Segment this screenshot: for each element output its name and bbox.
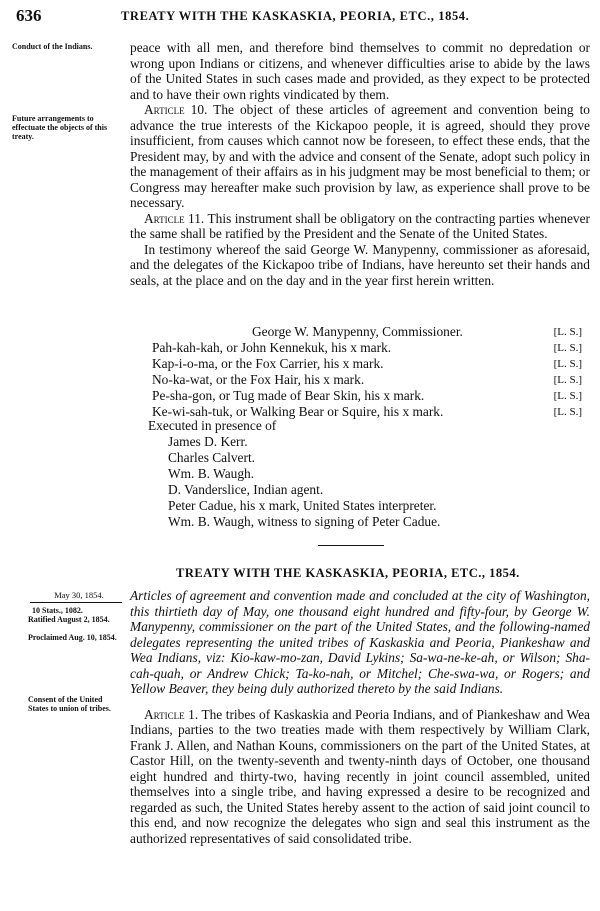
article-11 xyxy=(130,211,590,242)
margin-note-future: Future arrangements to effectuate the objects of this treaty. xyxy=(12,114,108,141)
article-10 xyxy=(130,102,590,211)
seal-mark: [L. S.] xyxy=(553,342,582,354)
signer-name: George W. Manypenny, Commissioner. xyxy=(252,324,463,339)
margin-note-conduct: Conduct of the Indians. xyxy=(12,42,93,51)
witness-name: Charles Calvert. xyxy=(168,450,256,465)
running-title: TREATY WITH THE KASKASKIA, PEORIA, ETC., 1854. xyxy=(121,9,470,23)
testimony-paragraph: In testimony whereof the said George W. Manypenny, commissioner as aforesaid, and the delegates of the Kickapoo tribe of Indians, have hereunto set their hands and seals, at the place and on the day and in the year first herein written. xyxy=(130,241,590,288)
treaty-body-top xyxy=(130,40,590,288)
article-1 xyxy=(130,707,590,847)
signature-line xyxy=(130,324,590,340)
margin-divider xyxy=(30,602,122,603)
signature-block xyxy=(130,324,590,420)
witness-name: Wm. B. Waugh. xyxy=(168,466,255,481)
witness-name: James D. Kerr. xyxy=(168,434,248,449)
section-divider xyxy=(318,545,384,546)
signature-line xyxy=(130,372,590,388)
page-header xyxy=(16,6,584,26)
article-1-text: The tribes of Kaskaskia and Peoria Indians, and of Piankeshaw and Wea Indians, parties to the two treaties made with them respectively by William Clark, Frank J. Allen, and Nathan Kouns, commissioners on the part of the United States, at Castor Hill, on the twenty-seventh and twenty-ninth days of October, one thousand eight hundred and thirty-two, having recently in joint council assembled, united themselves into a single tribe, and having expressed a desire to be recognized and regarded as such, the United States hereby assent to the action of said joint council to this end, and now recognize the delegates who sign and seal this instrument as the authorized representatives of said consolidated tribe. xyxy=(130,706,590,846)
treaty-title: TREATY WITH THE KASKASKIA, PEORIA, ETC., 1854. xyxy=(176,566,520,580)
article-1-label: Article 1. xyxy=(144,706,199,722)
witness-heading: Executed in presence of xyxy=(148,418,277,433)
page-number: 636 xyxy=(16,6,42,25)
article-11-label: Article 11. xyxy=(144,210,205,226)
signature-line xyxy=(130,356,590,372)
margin-note-ratified: Ratified August 2, 1854. xyxy=(28,615,110,624)
seal-mark: [L. S.] xyxy=(553,326,582,338)
witness-name: Peter Cadue, his x mark, United States interpreter. xyxy=(168,498,437,513)
witness-name: Wm. B. Waugh, witness to signing of Peter Cadue. xyxy=(168,514,441,529)
margin-note-consent: Consent of the United States to union of tribes. xyxy=(28,695,111,713)
margin-note-stats: 10 Stats., 1082. xyxy=(32,606,83,615)
seal-mark: [L. S.] xyxy=(553,358,582,370)
article-10-text: The object of these articles of agreement and convention being to advance the true interests of the Kickapoo people, it is agreed, should they prove insufficient, from causes which cannot now be foreseen, to effect these ends, that the President may, by and with the advice and consent of the Senate, adopt such policy in the management of their affairs as in his judgment may be most beneficial to them; or Congress may hereafter make such provision by law, as experience shall prove to be necessary. xyxy=(130,102,590,210)
signer-name: Pe-sha-gon, or Tug made of Bear Skin, his x mark. xyxy=(152,388,425,403)
article-11-text: This instrument shall be obligatory on the contracting parties whenever the same shall be ratified by the President and the Senate of the United States. xyxy=(130,210,591,241)
seal-mark: [L. S.] xyxy=(553,390,582,402)
article-10-label: Article 10. xyxy=(144,102,208,117)
signature-line xyxy=(130,340,590,356)
seal-mark: [L. S.] xyxy=(553,406,582,418)
signer-name: Kap-i-o-ma, or the Fox Carrier, his x mark. xyxy=(152,356,384,371)
signature-line xyxy=(130,388,590,404)
treaty-preamble: Articles of agreement and convention made and concluded at the city of Washington, this thirtieth day of May, one thousand eight hundred and fifty-four, by George W. Manypenny, commissioner on the part of the United States, and the following-named delegates representing the united tribes of Kaskaskia and Peoria, Piankeshaw and Wea Indians, viz: Kio-kaw-mo-zan, David Lykins; Sa-wa-ne-ke-ah, or Wilson; Sha-cah-quah, or Andrew Chick; Ta-ko-nah, or Mitchel; Che-swa-wa, or Rogers; and Yellow Beaver, they being duly authorized thereto by the said Indians. xyxy=(130,588,590,696)
signer-name: No-ka-wat, or the Fox Hair, his x mark. xyxy=(152,372,365,387)
margin-note-proclaimed: Proclaimed Aug. 10, 1854. xyxy=(28,633,117,642)
seal-mark: [L. S.] xyxy=(553,374,582,386)
signer-name: Pah-kah-kah, or John Kennekuk, his x mark. xyxy=(152,340,392,355)
signer-name: Ke-wi-sah-tuk, or Walking Bear or Squire, his x mark. xyxy=(152,404,444,419)
witness-block xyxy=(148,418,588,530)
margin-note-date: May 30, 1854. xyxy=(54,590,104,600)
treaty-body-bottom xyxy=(130,588,590,846)
paragraph-conduct: peace with all men, and therefore bind themselves to commit no depredation or wrong upon Indians or citizens, and whenever difficulties arise to abide by the laws of the United States in such cases made and provided, as they expect to be protected and to have their own rights vindicated by them. xyxy=(130,40,590,102)
witness-name: D. Vanderslice, Indian agent. xyxy=(168,482,324,497)
